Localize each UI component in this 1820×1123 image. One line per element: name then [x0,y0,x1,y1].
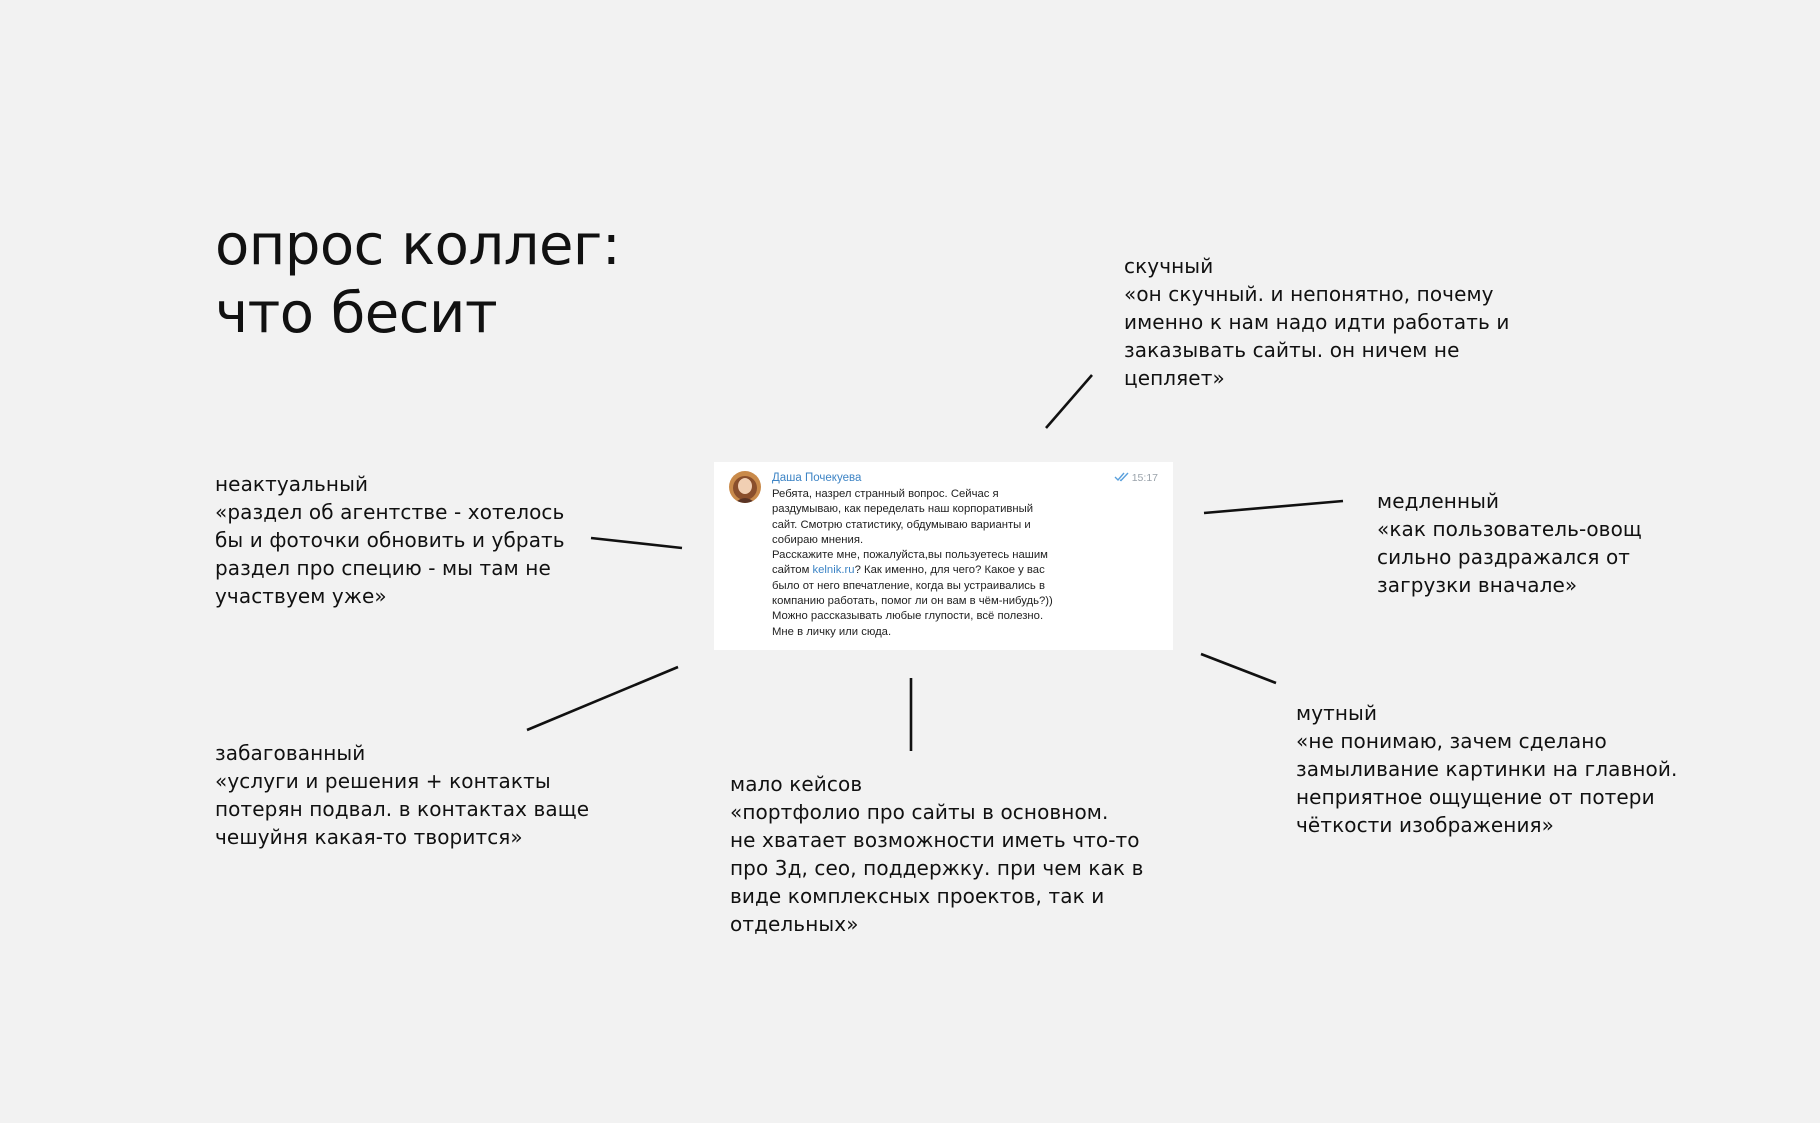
note-murky [1296,699,1677,839]
page-title [215,212,620,348]
chat-message-screenshot [714,462,1173,650]
note-outdated [215,470,565,610]
message-paragraph-1: Ребята, назрел странный вопрос. Сейчас я раздумываю, как переделать наш корпоративный сайт. Смотрю статистику, обдумываю варианты и собираю мнения. [772,488,1034,546]
message-paragraph-2 [772,548,1162,640]
connector-slow [1204,501,1343,513]
note-buggy [215,739,589,851]
note-boring-quote: «он скучный. и непонятно, почему именно к нам надо идти работать и заказывать сайты. он ничем не цепляет» [1124,282,1510,390]
connector-buggy [527,667,678,730]
message-meta [1114,471,1158,485]
note-outdated-title: неактуальный [215,472,369,496]
message-time: 15:17 [1131,472,1158,484]
message-paragraph-2-end: ? Как именно, для чего? Какое у вас было от него впечатление, когда вы устраивались в компанию работать, помог ли он вам в чём-нибудь?)) Можно рассказывать любые глупости, всё полезно. Мне в личку или сюда. [772,564,1053,638]
note-slow [1377,487,1642,599]
note-murky-quote: «не понимаю, зачем сделано замыливание картинки на главной. неприятное ощущение от потери чёткости изображения» [1296,729,1678,837]
message-paragraph-2-start: Расскажите мне, пожалуйста,вы пользуетесь нашим сайтом [772,549,1048,577]
sender-name: Даша Почекуева [772,472,862,484]
avatar [729,471,761,503]
page-title-line-1: опрос коллег: [215,213,621,278]
connector-boring [1046,375,1092,428]
connector-outdated [591,538,682,548]
note-boring-title: скучный [1124,254,1214,278]
note-buggy-quote: «услуги и решения + контакты потерян подвал. в контактах ваще чешуйня какая-то творится» [215,769,590,849]
page-title-line-2: что бесит [215,281,498,346]
note-buggy-title: забагованный [215,741,366,765]
connector-murky [1201,654,1276,683]
note-few-cases [730,770,1143,938]
site-link[interactable]: kelnik.ru [812,564,855,577]
double-check-icon [1114,472,1130,482]
avatar-image [729,471,761,503]
note-outdated-quote: «раздел об агентстве - хотелось бы и фоточки обновить и убрать раздел про специю - мы там не участвуем уже» [215,500,565,608]
message-text [772,487,1162,640]
note-boring [1124,252,1509,392]
note-slow-quote: «как пользователь-овощ сильно раздражался от загрузки вначале» [1377,517,1642,597]
note-few-cases-title: мало кейсов [730,772,863,796]
note-few-cases-quote: «портфолио про сайты в основном. не хватает возможности иметь что-то про 3д, сео, поддержку. при чем как в виде комплексных проектов, так и отдельных» [730,800,1144,936]
note-murky-title: мутный [1296,701,1378,725]
note-slow-title: медленный [1377,489,1500,513]
